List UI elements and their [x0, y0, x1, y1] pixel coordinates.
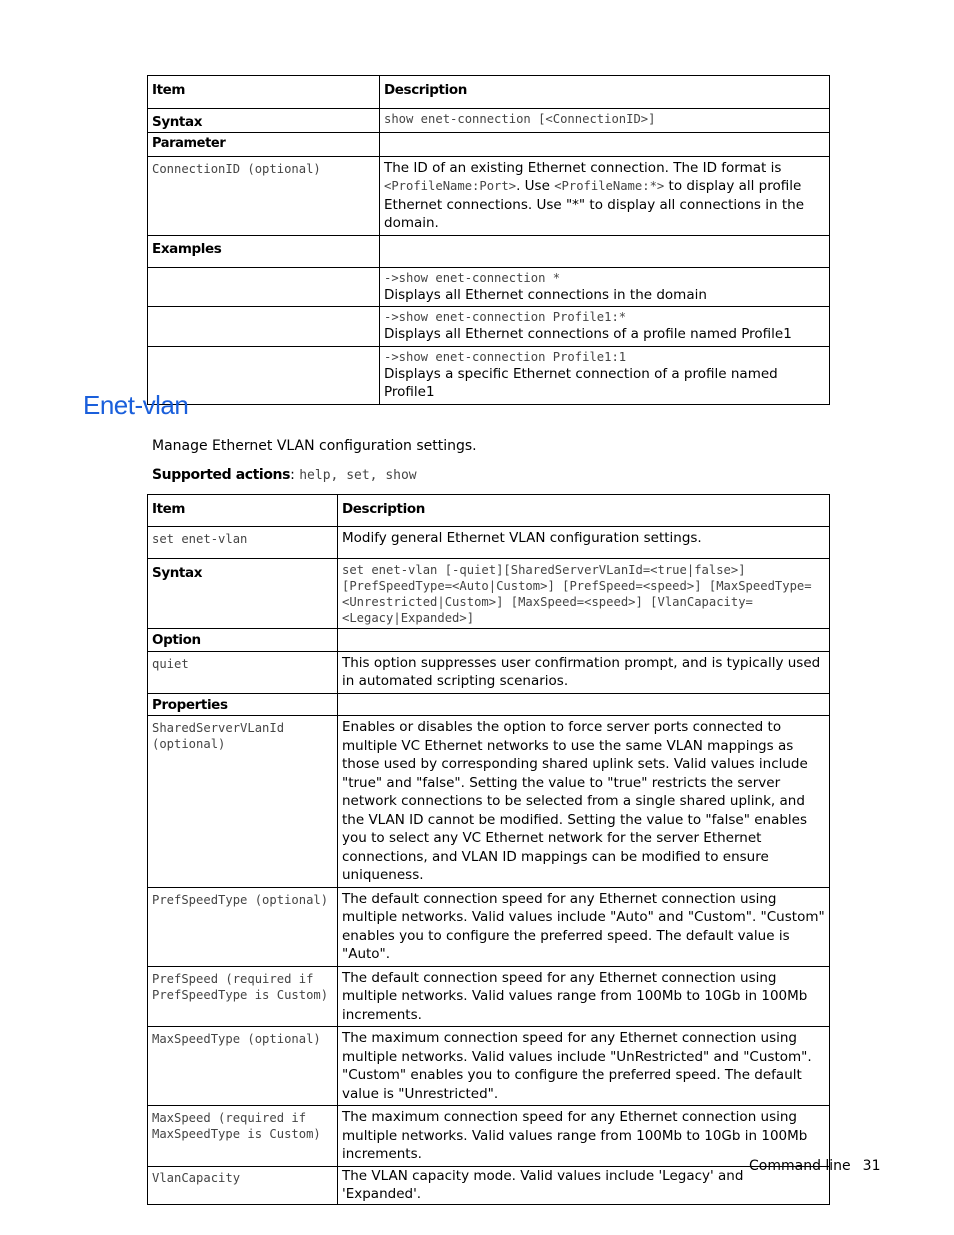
footer-label: Command line: [749, 1158, 851, 1174]
supported-actions-colon: :: [290, 467, 300, 483]
example-empty-cell: [148, 307, 380, 347]
show-enet-connection-table: [147, 75, 830, 405]
example-command: ->show enet-connection *: [384, 270, 561, 285]
property-description: The maximum connection speed for any Ethernet connection using multiple networks. Valid values range from 100Mb to 10Gb in 100Mb increments.: [338, 1106, 830, 1167]
page-footer: [749, 1158, 881, 1174]
param-desc-code-1: <ProfileName:Port>: [384, 179, 517, 193]
example-1: [380, 267, 830, 307]
section-title: Enet-vlan: [83, 390, 189, 420]
param-desc-text-1: The ID of an existing Ethernet connection. The ID format is: [384, 159, 782, 176]
example-description: Displays a specific Ethernet connection of a profile named Profile1: [384, 365, 778, 400]
properties-empty: [338, 693, 830, 716]
param-desc-code-2: <ProfileName:*>: [554, 179, 665, 193]
property-description: The default connection speed for any Ethernet connection using multiple networks. Valid values include "Auto" and "Custom". "Custom" enables you to configure the preferred speed. The default value is "Auto".: [338, 887, 830, 966]
syntax-value: show enet-connection [<ConnectionID>]: [380, 109, 830, 133]
command-name: set enet-vlan: [148, 527, 338, 559]
option-label: Option: [148, 629, 338, 652]
header-item: Item: [148, 76, 380, 109]
syntax-value: set enet-vlan [-quiet][SharedServerVLanId=<true|false>] [PrefSpeedType=<Auto|Custom>] [PrefSpeed=<speed>] [MaxSpeedType=<Unrestricted|Custom>] [MaxSpeed=<speed>] [VlanCapacity=<Legacy|Expanded>]: [338, 559, 830, 629]
examples-label: Examples: [148, 235, 380, 267]
example-description: Displays all Ethernet connections in the domain: [384, 286, 707, 303]
supported-actions: [152, 467, 417, 483]
property-name: MaxSpeedType (optional): [148, 1027, 338, 1106]
supported-actions-label: Supported actions: [152, 467, 291, 483]
enet-vlan-table: [147, 494, 830, 1205]
syntax-label: Syntax: [148, 109, 380, 133]
property-description: The maximum connection speed for any Ethernet connection using multiple networks. Valid values include "UnRestricted" and "Custom". "Custom" enables you to configure the preferred speed. The default value is "Unrestricted".: [338, 1027, 830, 1106]
examples-empty: [380, 235, 830, 267]
property-name: VlanCapacity: [148, 1166, 338, 1204]
parameter-label: Parameter: [148, 133, 380, 157]
param-desc-text-2: . Use: [516, 178, 555, 194]
example-empty-cell: [148, 267, 380, 307]
param-desc-text-3: to display all profile Ethernet connections. Use "*" to display all connections in the domain.: [384, 178, 805, 231]
property-name: SharedServerVLanId (optional): [148, 716, 338, 888]
param-name: ConnectionID (optional): [148, 156, 380, 235]
example-command: ->show enet-connection Profile1:*: [384, 310, 627, 324]
property-name: PrefSpeedType (optional): [148, 887, 338, 966]
header-description: Description: [338, 495, 830, 527]
option-description: This option suppresses user confirmation prompt, and is typically used in automated scripting scenarios.: [338, 651, 830, 693]
header-item: Item: [148, 495, 338, 527]
syntax-label: Syntax: [148, 559, 338, 629]
header-description: Description: [380, 76, 830, 109]
property-name: PrefSpeed (required if PrefSpeedType is Custom): [148, 966, 338, 1027]
command-description: Modify general Ethernet VLAN configuration settings.: [338, 527, 830, 559]
property-name: MaxSpeed (required if MaxSpeedType is Custom): [148, 1106, 338, 1167]
option-name: quiet: [148, 651, 338, 693]
example-command: ->show enet-connection Profile1:1: [384, 349, 627, 364]
param-description: [380, 156, 830, 235]
option-empty: [338, 629, 830, 652]
parameter-empty: [380, 133, 830, 157]
property-description: The default connection speed for any Ethernet connection using multiple networks. Valid values range from 100Mb to 10Gb in 100Mb increments.: [338, 966, 830, 1027]
example-3: [380, 346, 830, 404]
property-description: Enables or disables the option to force server ports connected to multiple VC Ethernet networks to use the same VLAN mappings as those used by corresponding shared uplink sets. Valid values include "true" and "false". Setting the value to "true" restricts the server network connections to be selected from a single shared uplink, and the VLAN ID cannot be modified. Setting the value to "false" enables you to select any VC Ethernet network for the server Ethernet connections, and VLAN ID mappings can be modified to ensure uniqueness.: [338, 716, 830, 888]
supported-actions-value: help, set, show: [299, 468, 417, 483]
properties-label: Properties: [148, 693, 338, 716]
example-2: [380, 307, 830, 347]
property-description: The VLAN capacity mode. Valid values include 'Legacy' and 'Expanded'.: [338, 1166, 830, 1204]
section-intro: Manage Ethernet VLAN configuration settings.: [152, 438, 477, 454]
page-number: 31: [862, 1158, 881, 1174]
example-description: Displays all Ethernet connections of a profile named Profile1: [384, 326, 792, 342]
